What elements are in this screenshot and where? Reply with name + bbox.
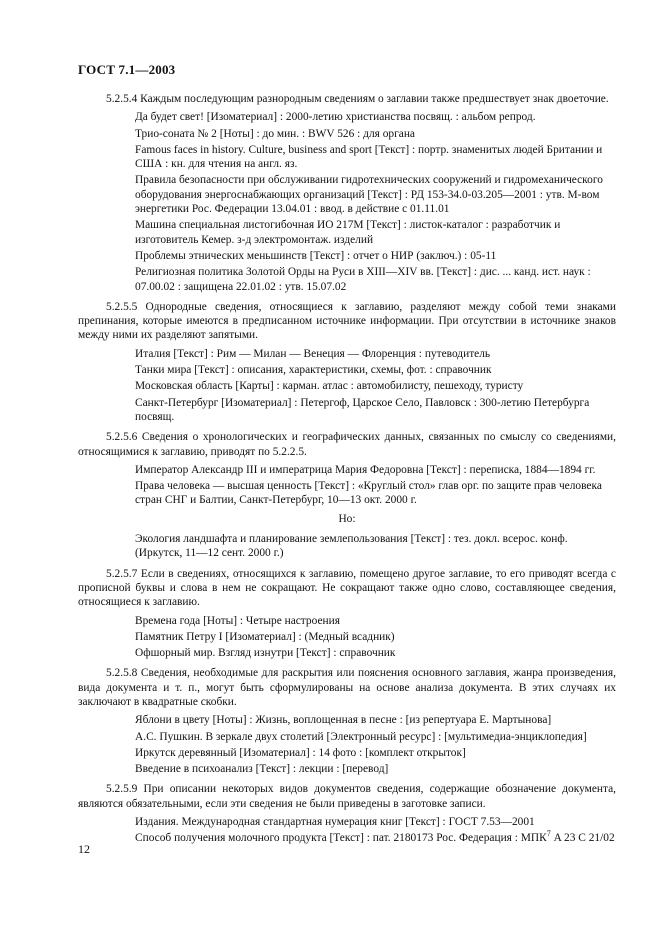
example-item: Издания. Международная стандартная нумерация книг [Текст] : ГОСТ 7.53—2001 [135, 816, 535, 829]
example-item: Офшорный мир. Взгляд изнутри [Текст] : справочник [135, 647, 396, 660]
page-number: 12 [78, 842, 90, 856]
example-item: Введение в психоанализ [Текст] : лекции : [перевод] [135, 763, 389, 776]
example-text: Способ получения молочного продукта [Текст] : пат. 2180173 Рос. Федерация : МПК [135, 832, 547, 845]
example-item: Да будет свет! [Изоматериал] : 2000-летию христианства посвящ. : альбом репрод. [135, 111, 536, 124]
but-note: Но: [338, 512, 356, 525]
example-item: Машина специальная листогибочная ИО 217М [Текст] : листок-каталог : разработчик и изготовитель Кемер. з-д электромонтаж. изделий [135, 219, 561, 246]
example-item: Права человека — высшая ценность [Текст] : «Круглый стол» глав орг. по защите прав человека стран СНГ и Балтии, Санкт-Петербург, 10—13 окт. 2000 г. [135, 480, 602, 507]
examples-5-2-5-6-but [135, 532, 616, 561]
superscript: 7 [546, 829, 551, 839]
clause-5-2-5-6: 5.2.5.6 Сведения о хронологических и географических данных, связанных по смыслу со сведениями, относящимися к заглавию, приводят по 5.2.2.5. [78, 431, 616, 458]
clause-5-2-5-8: 5.2.5.8 Сведения, необходимые для раскрытия или пояснения основного заглавия, жанра произведения, вида документа и т. п., могут быть сформулированы на основе анализа документа. В этих случаях их заключают в квадратные скобки. [78, 667, 616, 708]
example-item [135, 831, 616, 845]
example-item: Правила безопасности при обслуживании гидротехнических сооружений и гидромеханического оборудования энергоснабжающих организаций [Текст] : РД 153-34.0-03.205—2001 : утв. М-вом энергетики Рос. Федерации 13.04.01 : ввод. в действие с 01.11.01 [135, 174, 603, 216]
example-item: Санкт-Петербург [Изоматериал] : Петергоф, Царское Село, Павловск : 300-летию Петербурга посвящ. [135, 396, 590, 423]
example-item: Экология ландшафта и планирование землепользования [Текст] : тез. докл. всерос. конф. (Иркутск, 11—12 сент. 2000 г.) [135, 533, 568, 560]
examples-5-2-5-9 [135, 815, 616, 846]
document-body [78, 92, 616, 848]
example-item: Танки мира [Текст] : описания, характеристики, схемы, фот. : справочник [135, 364, 492, 377]
clause-5-2-5-9: 5.2.5.9 При описании некоторых видов документов сведения, содержащие обозначение документа, являются обязательными, если эти сведения не были приведены в заготовке записи. [78, 783, 616, 810]
example-item: Famous faces in history. Culture, business and sport [Текст] : портр. знаменитых людей Британии и США : кн. для чтения на англ. яз. [135, 143, 603, 171]
example-text-tail: A 23 C 21/02 [550, 832, 615, 845]
document-header: ГОСТ 7.1—2003 [78, 62, 176, 77]
example-item: Московская область [Карты] : кармaн. атлас : автомобилисту, пешеходу, туристу [135, 380, 524, 393]
examples-5-2-5-6 [135, 463, 616, 508]
clause-5-2-5-4: 5.2.5.4 Каждым последующим разнородным сведениям о заглавии также предшествует знак двоеточие. [106, 93, 609, 105]
example-item: Памятник Петру I [Изоматериал] : (Медный всадник) [135, 630, 395, 643]
example-item: А.С. Пушкин. В зеркале двух столетий [Электронный ресурс] : [мультимедиа-энциклопедия] [135, 730, 587, 743]
example-item: Времена года [Ноты] : Четыре настроения [135, 614, 340, 627]
examples-5-2-5-4 [135, 110, 616, 294]
example-item: Религиозная политика Золотой Орды на Руси в XIII—XIV вв. [Текст] : дис. ... канд. ист. наук : 07.00.02 : защищена 22.01.02 : утв. 15.07.02 [135, 266, 591, 293]
examples-5-2-5-8 [135, 713, 616, 776]
example-item: Трио-соната № 2 [Ноты] : до мин. : BWV 526 : для органа [135, 127, 415, 140]
example-item: Император Александр III и императрица Мария Федоровна [Текст] : переписка, 1884—1894 гг. [135, 463, 596, 476]
examples-5-2-5-5 [135, 347, 616, 424]
example-item: Иркутск деревянный [Изоматериал] : 14 фото : [комплект открыток] [135, 746, 466, 759]
example-item: Проблемы этнических меньшинств [Текст] : отчет о НИР (заключ.) : 05-11 [135, 249, 497, 262]
clause-5-2-5-5: 5.2.5.5 Однородные сведения, относящиеся к заглавию, разделяют между собой теми знаками препинания, которые имеются в предписанном источнике информации. При отсутствии в источнике знаков между ними их разделяют запятыми. [78, 300, 616, 342]
clause-5-2-5-7: 5.2.5.7 Если в сведениях, относящихся к заглавию, помещено другое заглавие, то его приводят всегда с прописной буквы и слова в нем не сокращают. Не сокращают также одно слово, составляющее сведения, относящиеся к заглавию. [78, 567, 616, 609]
examples-5-2-5-7 [135, 614, 616, 661]
example-item: Италия [Текст] : Рим — Милан — Венеция — Флоренция : путеводитель [135, 347, 491, 360]
example-item: Яблони в цвету [Ноты] : Жизнь, воплощенная в песне : [из репертуара Е. Мартынова] [135, 714, 552, 727]
